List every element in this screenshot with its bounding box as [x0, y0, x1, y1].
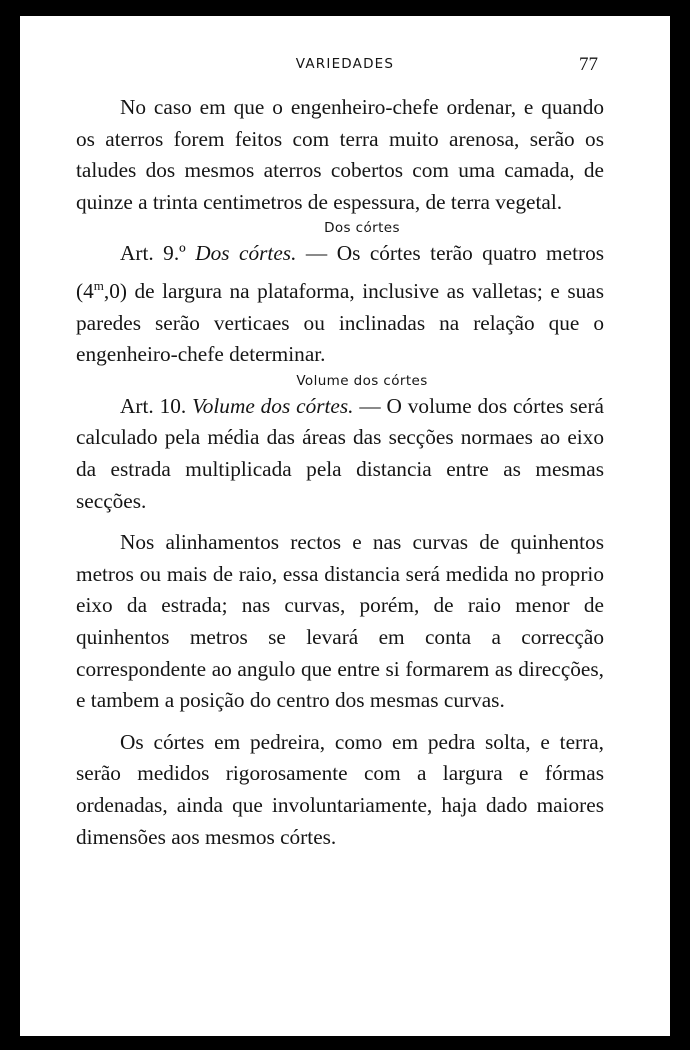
paragraph-aterros: No caso em que o engenheiro-chefe ordenar, e quando os aterros forem feitos com terra muito arenosa, serão os taludes dos mesmos aterros cobertos com uma camada, de quinze a trinta centimetros de espessura, de terra vegetal. — [76, 95, 604, 214]
article-9-label: Art. 9.º — [120, 241, 186, 266]
article-10-dash: — — [359, 393, 381, 418]
section-heading-volume: Volume dos córtes — [296, 372, 428, 389]
page-text — [76, 92, 604, 853]
paragraph-alinhamentos: Nos alinhamentos rectos e nas curvas de quinhentos metros ou mais de raio, essa distancia será medida no proprio eixo da estrada; nas curvas, porém, de raio menor de quinhentos metros se levará em conta a correcção correspondente ao angulo que entre si formarem as direcções, e tambem a posição do centro dos mesmas curvas. — [76, 530, 604, 713]
article-9-dash: — — [305, 241, 328, 266]
article-9-text-after: ,0) de largura na plataforma, inclusive as valletas; e suas paredes serão verticaes ou inclinadas na relação que o engenheiro-chefe determinar. — [76, 279, 604, 367]
page-number: 77 — [579, 54, 598, 75]
section-heading-cortes: Dos córtes — [324, 220, 400, 237]
article-10 — [76, 391, 604, 517]
paragraph-pedreira: Os córtes em pedreira, como em pedra solta, e terra, serão medidos rigorosamente com a largura e fórmas ordenadas, ainda que involuntariamente, haja dado maiores dimensões aos mesmos córtes. — [76, 729, 604, 849]
running-title: VARIEDADES — [295, 56, 395, 72]
article-9-title: Dos córtes. — [195, 241, 297, 266]
article-10-title: Volume dos córtes. — [192, 393, 354, 418]
article-9-superscript: m — [93, 277, 104, 293]
book-page — [20, 16, 670, 1036]
article-9-text-before: Os córtes terão quatro metros (4 — [76, 241, 605, 304]
article-10-text: O volume dos córtes será calculado pela média das áreas das secções normaes ao eixo da estrada multiplicada pela distancia entre as mesmas secções. — [76, 393, 604, 513]
article-9 — [76, 238, 604, 370]
article-10-label: Art. 10. — [120, 393, 187, 418]
